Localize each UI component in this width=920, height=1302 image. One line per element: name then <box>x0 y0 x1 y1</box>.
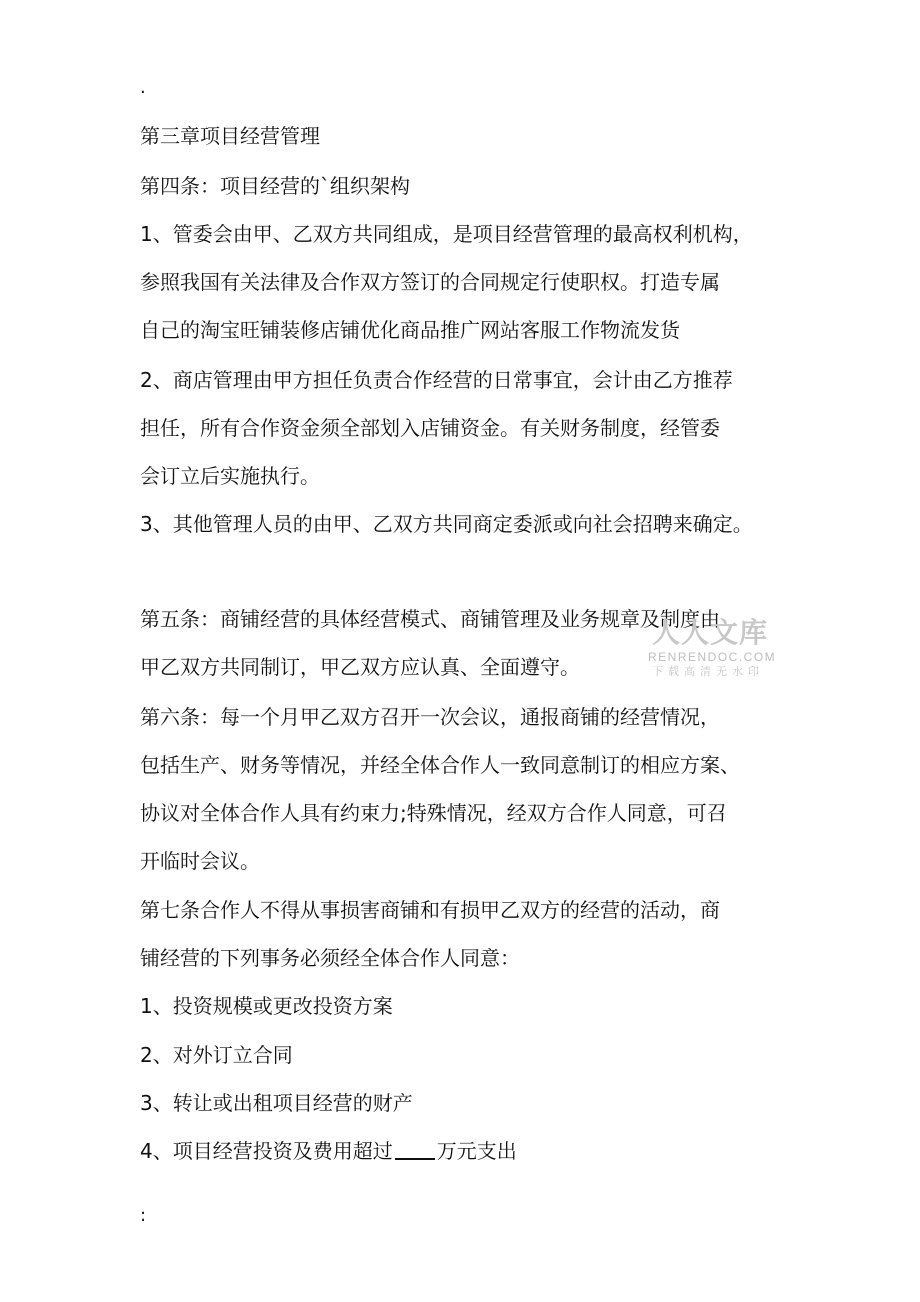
article-6-line-4: 开临时会议。 <box>140 849 260 873</box>
article-7-item-4 <box>140 1137 517 1165</box>
watermark <box>640 616 780 686</box>
article-7-item-1: 1、投资规模或更改投资方案 <box>140 994 393 1018</box>
article-4-title: 第四条：项目经营的`组织架构 <box>140 174 410 198</box>
article-4-item-2-line-1: 2、商店管理由甲方担任负责合作经营的日常事宜，会计由乙方推荐 <box>140 368 733 392</box>
article-6-line-1: 第六条：每一个月甲乙双方召开一次会议，通报商铺的经营情况， <box>140 705 720 729</box>
bottom-mark: : <box>140 1205 147 1226</box>
watermark-logo-text: 人人文库 <box>652 616 769 649</box>
article-6-line-3: 协议对全体合作人具有约束力;特殊情况，经双方合作人同意，可召 <box>140 801 727 825</box>
chapter-title: 第三章项目经营管理 <box>140 124 320 148</box>
watermark-tagline: 下载高清无水印 <box>652 665 764 678</box>
article-7-line-2: 铺经营的下列事务必须经全体合作人同意： <box>140 946 520 970</box>
article-4-item-1-line-3: 自己的淘宝旺铺装修店铺优化商品推广网站客服工作物流发货 <box>140 318 680 342</box>
article-7-item-3: 3、转让或出租项目经营的财产 <box>140 1091 413 1115</box>
article-7-item-4-suffix: 万元支出 <box>436 1139 517 1163</box>
article-7-item-2: 2、对外订立合同 <box>140 1043 293 1067</box>
article-4-item-1-line-2: 参照我国有关法律及合作双方签订的合同规定行使职权。打造专属 <box>140 270 720 294</box>
article-5-line-1: 第五条：商铺经营的具体经营模式、商铺管理及业务规章及制度由 <box>140 607 720 631</box>
article-7-line-1: 第七条合作人不得从事损害商铺和有损甲乙双方的经营的活动，商 <box>140 898 720 922</box>
article-6-line-2: 包括生产、财务等情况，并经全体合作人一致同意制订的相应方案、 <box>140 753 740 777</box>
article-4-item-2-line-3: 会订立后实施执行。 <box>140 464 320 488</box>
article-4-item-1-line-1: 1、管委会由甲、乙双方共同组成，是项目经营管理的最高权利机构， <box>140 222 753 246</box>
article-4-item-3: 3、其他管理人员的由甲、乙双方共同商定委派或向社会招聘来确定。 <box>140 512 753 536</box>
amount-blank <box>395 1140 435 1160</box>
top-mark: . <box>140 77 146 98</box>
watermark-site: RENRENDOC.COM <box>648 650 777 664</box>
article-7-item-4-text: 4、项目经营投资及费用超过 <box>140 1139 393 1163</box>
article-4-item-2-line-2: 担任，所有合作资金须全部划入店铺资金。有关财务制度，经管委 <box>140 416 720 440</box>
article-5-line-2: 甲乙双方共同制订，甲乙双方应认真、全面遵守。 <box>140 655 580 679</box>
